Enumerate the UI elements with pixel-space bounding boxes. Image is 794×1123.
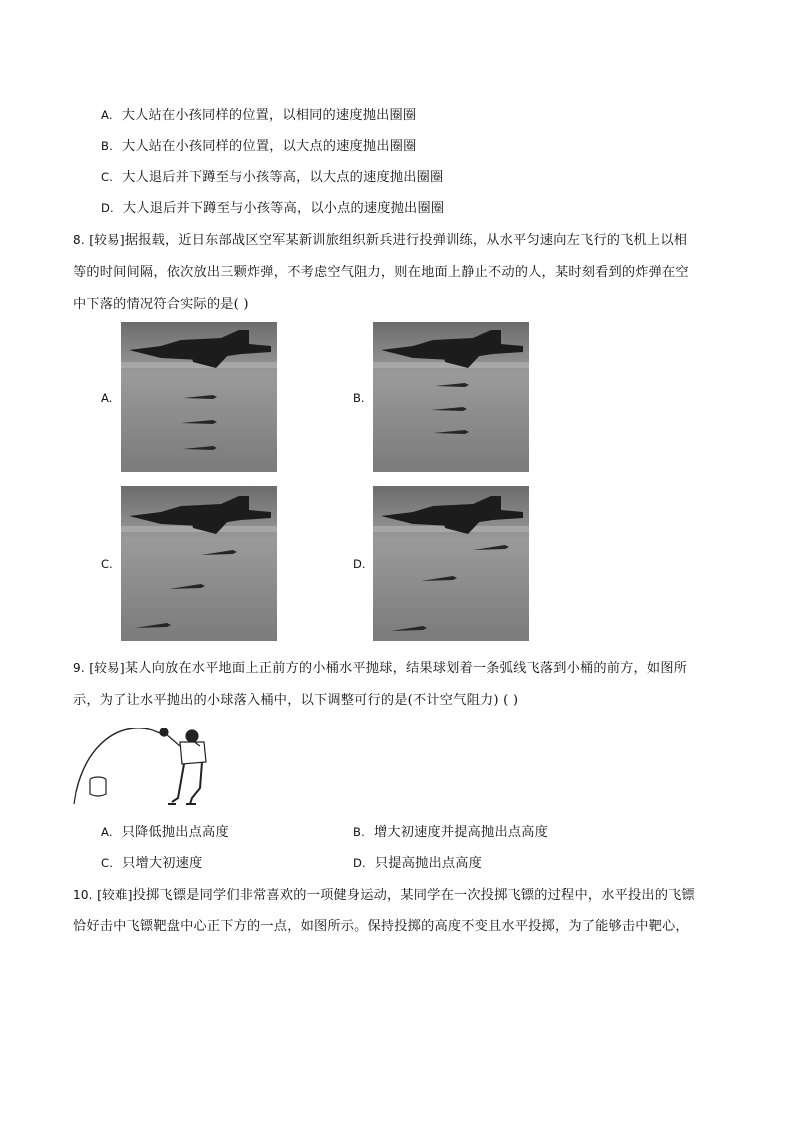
option-text: 只提高抛出点高度: [374, 856, 483, 871]
option-text: 大人退后并下蹲至与小孩等高，以大点的速度抛出圈圈: [122, 170, 444, 185]
q10-stem-line-2: 恰好击中飞镖靶盘中心正下方的一点，如图所示。保持投掷的高度不变且水平投掷，为了能够击中靶心，: [73, 919, 689, 934]
question-number: 8.: [73, 233, 85, 247]
q9-option-c: [101, 852, 202, 871]
option-text: 大人退后并下蹲至与小孩等高，以小点的速度抛出圈圈: [122, 201, 445, 216]
q7-option-b: [101, 135, 416, 154]
option-text: 增大初速度并提高抛出点高度: [373, 825, 548, 840]
option-letter: C.: [101, 170, 114, 184]
q9-figure-thrower: [72, 728, 272, 808]
q8-option-a-label: A.: [101, 391, 113, 405]
q7-option-a: [101, 104, 416, 123]
stem-text: 某人向放在水平地面上正前方的小桶水平抛球，结果球划着一条弧线飞落到小桶的前方，如图所: [124, 661, 688, 676]
option-text: 只增大初速度: [122, 856, 203, 871]
difficulty-tag: [较难]: [97, 887, 133, 902]
q8-option-b-label: B.: [353, 391, 365, 405]
q7-option-c: [101, 166, 443, 185]
q7-option-d: [101, 197, 444, 216]
person-icon: [160, 728, 206, 804]
q8-option-d-image: [373, 486, 529, 641]
bucket-icon: [90, 777, 106, 796]
option-letter: B.: [353, 825, 365, 839]
option-text: 只降低抛出点高度: [121, 825, 229, 840]
q9-stem-line-2: 示，为了让水平抛出的小球落入桶中，以下调整可行的是(不计空气阻力) ( ): [73, 693, 519, 708]
option-text: 大人站在小孩同样的位置，以相同的速度抛出圈圈: [121, 108, 417, 123]
question-number: 9.: [73, 661, 85, 675]
q8-stem-line-1: [73, 229, 687, 248]
option-letter: D.: [353, 856, 366, 870]
q8-stem-line-2: 等的时间间隔，依次放出三颗炸弹，不考虑空气阻力，则在地面上静止不动的人，某时刻看到的炸弹在空: [73, 265, 689, 280]
q8-option-c-label: C.: [101, 557, 113, 571]
option-text: 大人站在小孩同样的位置，以大点的速度抛出圈圈: [121, 139, 417, 154]
q10-stem-line-1: [73, 884, 695, 903]
q8-option-b-image: [373, 322, 529, 472]
option-letter: B.: [101, 139, 113, 153]
q8-option-a-image: [121, 322, 277, 472]
q9-option-a: [101, 821, 229, 840]
q8-option-d-label: D.: [353, 557, 366, 571]
difficulty-tag: [较易]: [89, 660, 125, 675]
q8-option-c-image: [121, 486, 277, 641]
option-letter: D.: [101, 201, 114, 215]
difficulty-tag: [较易]: [89, 232, 125, 247]
q9-option-d: [353, 852, 482, 871]
option-letter: C.: [101, 856, 114, 870]
question-number: 10.: [73, 888, 93, 902]
stem-text: 投掷飞镖是同学们非常喜欢的一项健身运动，某同学在一次投掷飞镖的过程中，水平投出的飞镖: [132, 888, 695, 903]
q9-option-b: [353, 821, 548, 840]
q9-stem-line-1: [73, 657, 687, 676]
option-letter: A.: [101, 825, 113, 839]
stem-text: 据报载，近日东部战区空军某新训旅组织新兵进行投弹训练，从水平匀速向左飞行的飞机上以相: [124, 233, 688, 248]
option-letter: A.: [101, 108, 113, 122]
q8-stem-line-3: 中下落的情况符合实际的是( ): [73, 297, 249, 312]
